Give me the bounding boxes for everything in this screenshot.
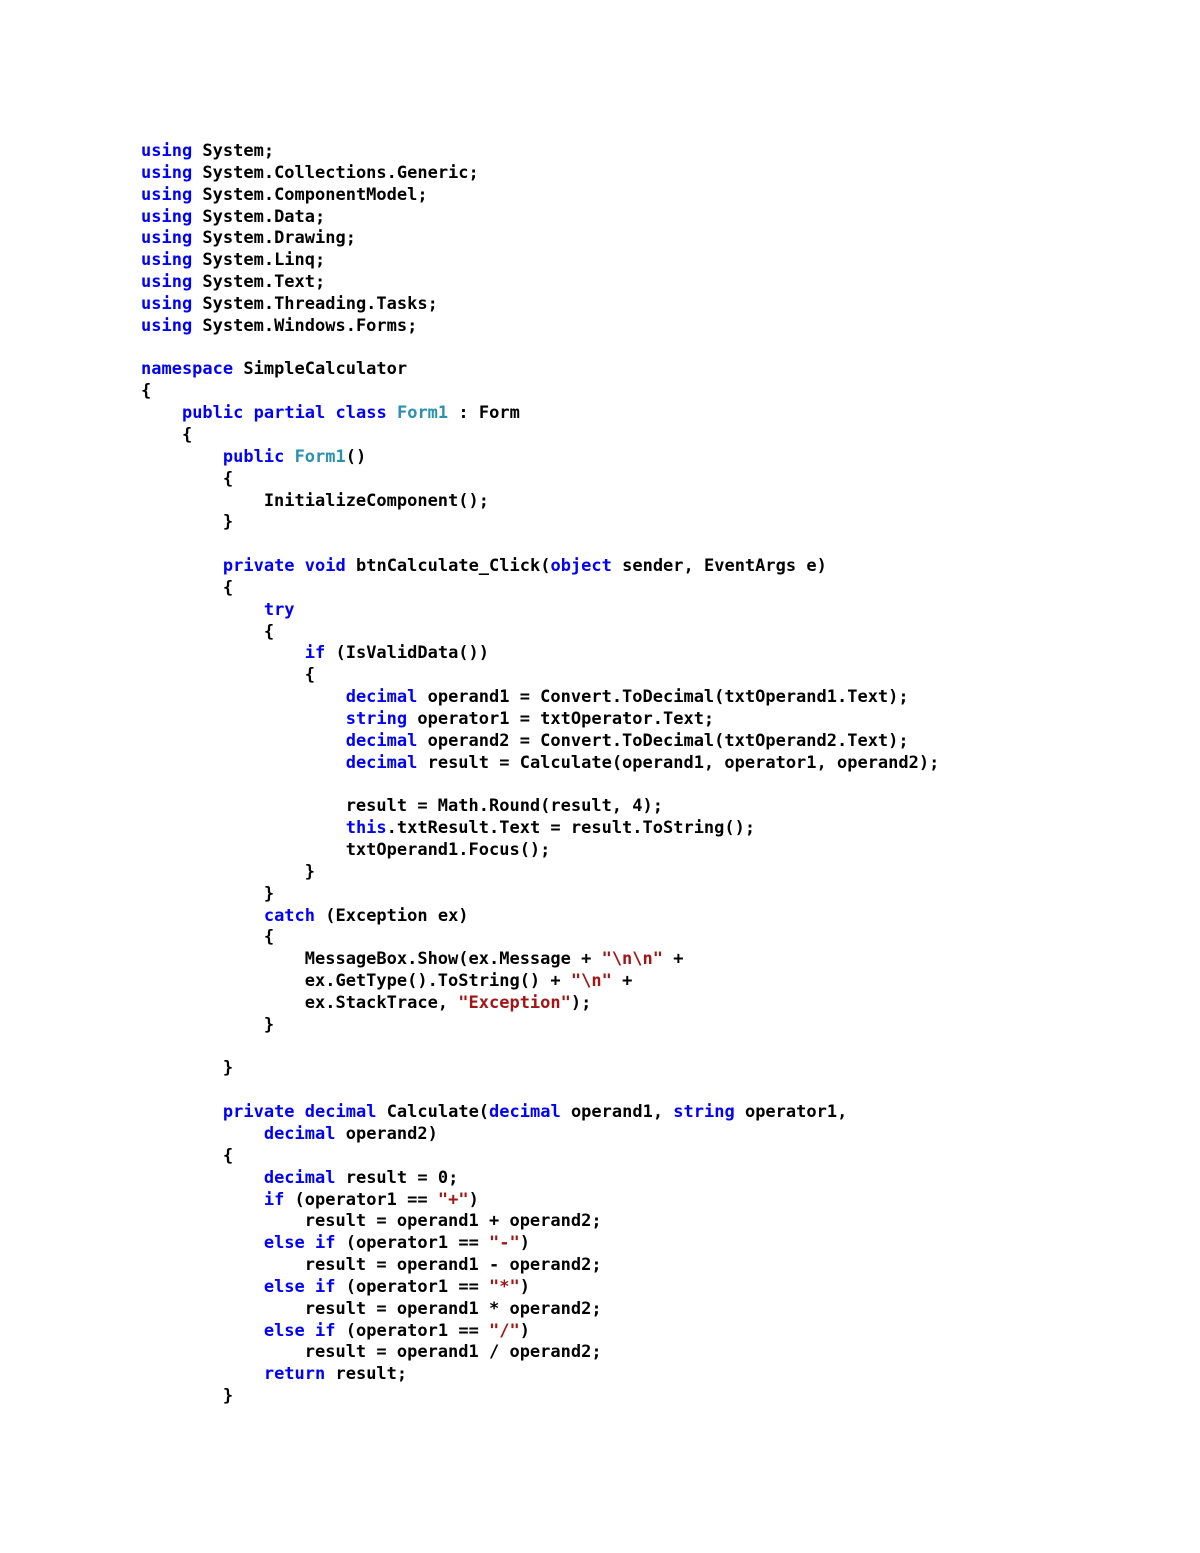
code-line xyxy=(141,971,939,993)
code-text: txtOperand1.Focus(); xyxy=(141,840,551,860)
code-text xyxy=(141,447,223,467)
code-line xyxy=(141,796,939,818)
code-text xyxy=(141,818,346,838)
code-line xyxy=(141,993,939,1015)
code-text xyxy=(141,709,346,729)
code-string-literal: "/" xyxy=(489,1320,520,1341)
code-text xyxy=(284,447,294,467)
code-line xyxy=(141,294,939,316)
code-text xyxy=(325,403,335,423)
code-line xyxy=(141,141,939,163)
code-text: InitializeComponent(); xyxy=(141,490,489,511)
code-line xyxy=(141,1342,939,1364)
code-text: (operator1 == xyxy=(335,1320,490,1341)
code-line xyxy=(141,840,939,862)
code-text: result = Calculate(operand1, operator1, operand2); xyxy=(417,752,940,773)
code-listing xyxy=(141,141,939,1408)
code-text: result = 0; xyxy=(335,1167,459,1188)
code-line xyxy=(141,1190,939,1212)
code-line xyxy=(141,600,939,622)
code-line xyxy=(141,884,939,906)
code-keyword: using xyxy=(141,228,193,249)
code-text: { xyxy=(141,665,315,686)
code-string-literal: "*" xyxy=(489,1276,520,1297)
code-text: (IsValidData()) xyxy=(325,643,490,664)
code-line xyxy=(141,1233,939,1255)
code-text xyxy=(141,687,346,707)
code-text: } xyxy=(141,512,234,533)
code-text: ex.GetType().ToString() + xyxy=(141,971,571,992)
code-line xyxy=(141,316,939,338)
code-keyword: object xyxy=(550,556,612,577)
code-text: SimpleCalculator xyxy=(233,359,408,380)
code-line xyxy=(141,163,939,185)
code-line xyxy=(141,1299,939,1321)
code-line xyxy=(141,687,939,709)
code-keyword: decimal xyxy=(489,1102,561,1123)
code-text: operand1, xyxy=(560,1102,674,1123)
code-line xyxy=(141,228,939,250)
code-line xyxy=(141,1255,939,1277)
code-text: result = operand1 + operand2; xyxy=(141,1211,602,1232)
code-text: } xyxy=(141,1014,275,1035)
code-text: result; xyxy=(325,1364,408,1385)
code-string-literal: "Exception" xyxy=(458,992,571,1013)
code-keyword: decimal xyxy=(345,752,418,773)
code-text: (operator1 == xyxy=(335,1233,490,1254)
code-text: result = operand1 - operand2; xyxy=(141,1255,602,1276)
code-text: result = Math.Round(result, 4); xyxy=(141,796,663,817)
code-text: operator1, xyxy=(734,1102,848,1123)
code-keyword: namespace xyxy=(141,359,234,380)
code-string-literal: "\n\n" xyxy=(601,949,663,970)
code-text: ex.StackTrace, xyxy=(141,992,459,1013)
code-keyword: class xyxy=(335,403,387,424)
code-string-literal: "-" xyxy=(489,1233,520,1254)
code-line xyxy=(141,1277,939,1299)
code-text: { xyxy=(141,577,234,598)
code-text: result = operand1 * operand2; xyxy=(141,1298,602,1319)
code-keyword: partial xyxy=(253,403,326,424)
code-text: result = operand1 / operand2; xyxy=(141,1342,602,1363)
code-line xyxy=(141,578,939,600)
code-keyword: string xyxy=(345,708,408,729)
code-text: Calculate( xyxy=(376,1102,490,1123)
code-keyword: if xyxy=(315,1276,336,1297)
code-text xyxy=(141,906,264,926)
code-keyword: if xyxy=(315,1233,336,1254)
code-text xyxy=(141,643,305,663)
code-text xyxy=(141,1233,264,1253)
code-text: System.ComponentModel; xyxy=(192,184,428,205)
code-line xyxy=(141,622,939,644)
code-line xyxy=(141,556,939,578)
code-line xyxy=(141,1168,939,1190)
code-keyword: else xyxy=(263,1233,305,1254)
code-text xyxy=(141,1124,264,1144)
code-text: MessageBox.Show(ex.Message + xyxy=(141,949,602,970)
code-keyword: using xyxy=(141,250,193,271)
code-line xyxy=(141,338,939,360)
code-text: System.Data; xyxy=(192,206,326,227)
code-keyword: private xyxy=(222,1102,295,1123)
code-line xyxy=(141,731,939,753)
code-text xyxy=(141,1364,264,1384)
code-line xyxy=(141,818,939,840)
code-text xyxy=(141,1321,264,1341)
code-text xyxy=(141,1277,264,1297)
code-line xyxy=(141,1211,939,1233)
code-text xyxy=(141,1168,264,1188)
code-text: operand1 = Convert.ToDecimal(txtOperand1.Text); xyxy=(417,687,909,708)
code-text: } xyxy=(141,1386,234,1407)
code-text: } xyxy=(141,861,315,882)
code-text: { xyxy=(141,468,234,489)
code-keyword: else xyxy=(263,1320,305,1341)
code-keyword: try xyxy=(263,599,295,620)
code-text xyxy=(243,403,253,423)
code-keyword: this xyxy=(345,818,387,839)
code-keyword: return xyxy=(263,1364,326,1385)
code-type-name: Form1 xyxy=(396,403,449,424)
code-line xyxy=(141,250,939,272)
code-text: () xyxy=(345,446,367,467)
code-text: (operator1 == xyxy=(335,1276,490,1297)
code-text: System.Collections.Generic; xyxy=(192,162,479,183)
code-line xyxy=(141,447,939,469)
code-line xyxy=(141,403,939,425)
code-text: btnCalculate_Click( xyxy=(345,556,551,577)
code-keyword: if xyxy=(315,1320,336,1341)
code-line xyxy=(141,1364,939,1386)
code-text xyxy=(141,556,223,576)
code-line xyxy=(141,359,939,381)
code-text: ); xyxy=(570,992,592,1013)
code-text: ) xyxy=(519,1276,531,1297)
code-text: : Form xyxy=(448,403,520,424)
code-keyword: using xyxy=(141,315,193,336)
code-text: { xyxy=(141,621,275,642)
code-line xyxy=(141,665,939,687)
code-text: System.Windows.Forms; xyxy=(192,315,418,336)
code-line xyxy=(141,1015,939,1037)
code-keyword: using xyxy=(141,272,193,293)
code-line xyxy=(141,1058,939,1080)
code-keyword: public xyxy=(222,446,285,467)
code-line xyxy=(141,774,939,796)
code-text: { xyxy=(141,424,193,445)
code-line xyxy=(141,1102,939,1124)
code-line xyxy=(141,1321,939,1343)
code-keyword: decimal xyxy=(345,730,418,751)
code-keyword: using xyxy=(141,162,193,183)
code-text xyxy=(305,1321,315,1341)
code-line xyxy=(141,643,939,665)
code-line xyxy=(141,1080,939,1102)
code-keyword: using xyxy=(141,206,193,227)
code-text: ) xyxy=(519,1320,531,1341)
code-text: System.Text; xyxy=(192,272,326,293)
code-text: + xyxy=(663,949,684,970)
code-line xyxy=(141,512,939,534)
code-line xyxy=(141,949,939,971)
code-string-literal: "\n" xyxy=(570,971,612,992)
code-text: { xyxy=(141,927,275,948)
code-line xyxy=(141,207,939,229)
code-keyword: using xyxy=(141,293,193,314)
code-text xyxy=(141,1190,264,1210)
code-text xyxy=(141,403,182,423)
code-keyword: using xyxy=(141,141,193,161)
code-keyword: void xyxy=(304,556,346,577)
code-text: { xyxy=(141,381,152,402)
code-keyword: public xyxy=(181,403,244,424)
code-keyword: decimal xyxy=(263,1123,336,1144)
code-text: } xyxy=(141,1058,234,1079)
code-text: .txtResult.Text = result.ToString(); xyxy=(386,818,756,839)
code-text xyxy=(141,753,346,773)
code-text xyxy=(305,1233,315,1253)
code-line xyxy=(141,709,939,731)
code-text: (operator1 == xyxy=(284,1189,438,1210)
code-line xyxy=(141,1124,939,1146)
code-text xyxy=(141,731,346,751)
code-line xyxy=(141,491,939,513)
code-keyword: else xyxy=(263,1276,305,1297)
code-line xyxy=(141,1386,939,1408)
code-keyword: catch xyxy=(263,905,316,926)
code-text: sender, EventArgs e) xyxy=(611,556,827,577)
code-string-literal: "+" xyxy=(437,1189,469,1210)
code-text: operand2 = Convert.ToDecimal(txtOperand2.Text); xyxy=(417,730,909,751)
code-text xyxy=(141,600,264,620)
code-text: System.Drawing; xyxy=(192,228,356,249)
code-text: + xyxy=(611,971,633,992)
code-keyword: private xyxy=(222,556,295,577)
code-keyword: decimal xyxy=(304,1102,377,1123)
code-text: System.Linq; xyxy=(192,250,326,271)
code-line xyxy=(141,469,939,491)
code-keyword: using xyxy=(141,184,193,205)
code-line xyxy=(141,862,939,884)
code-text: System.Threading.Tasks; xyxy=(192,293,438,314)
code-line xyxy=(141,1146,939,1168)
code-line xyxy=(141,272,939,294)
code-keyword: decimal xyxy=(263,1167,336,1188)
code-text: } xyxy=(141,883,275,904)
code-keyword: decimal xyxy=(345,687,418,708)
code-type-name: Form1 xyxy=(294,446,346,467)
code-line xyxy=(141,425,939,447)
code-keyword: if xyxy=(304,643,326,664)
code-text: operator1 = txtOperator.Text; xyxy=(407,708,715,729)
code-line xyxy=(141,534,939,556)
code-text: System; xyxy=(192,141,275,161)
code-text: { xyxy=(141,1145,234,1166)
code-text: ) xyxy=(519,1233,531,1254)
code-line xyxy=(141,1037,939,1059)
code-line xyxy=(141,753,939,775)
code-keyword: if xyxy=(263,1189,285,1210)
code-text xyxy=(305,1277,315,1297)
code-text: ) xyxy=(468,1189,479,1210)
code-text xyxy=(295,1102,305,1122)
code-text: operand2) xyxy=(335,1123,438,1144)
code-keyword: string xyxy=(673,1102,735,1123)
code-text xyxy=(295,556,305,576)
code-text xyxy=(141,1102,223,1122)
code-line xyxy=(141,906,939,928)
code-text xyxy=(387,403,397,423)
code-line xyxy=(141,381,939,403)
code-line xyxy=(141,927,939,949)
code-text: (Exception ex) xyxy=(315,905,469,926)
code-line xyxy=(141,185,939,207)
